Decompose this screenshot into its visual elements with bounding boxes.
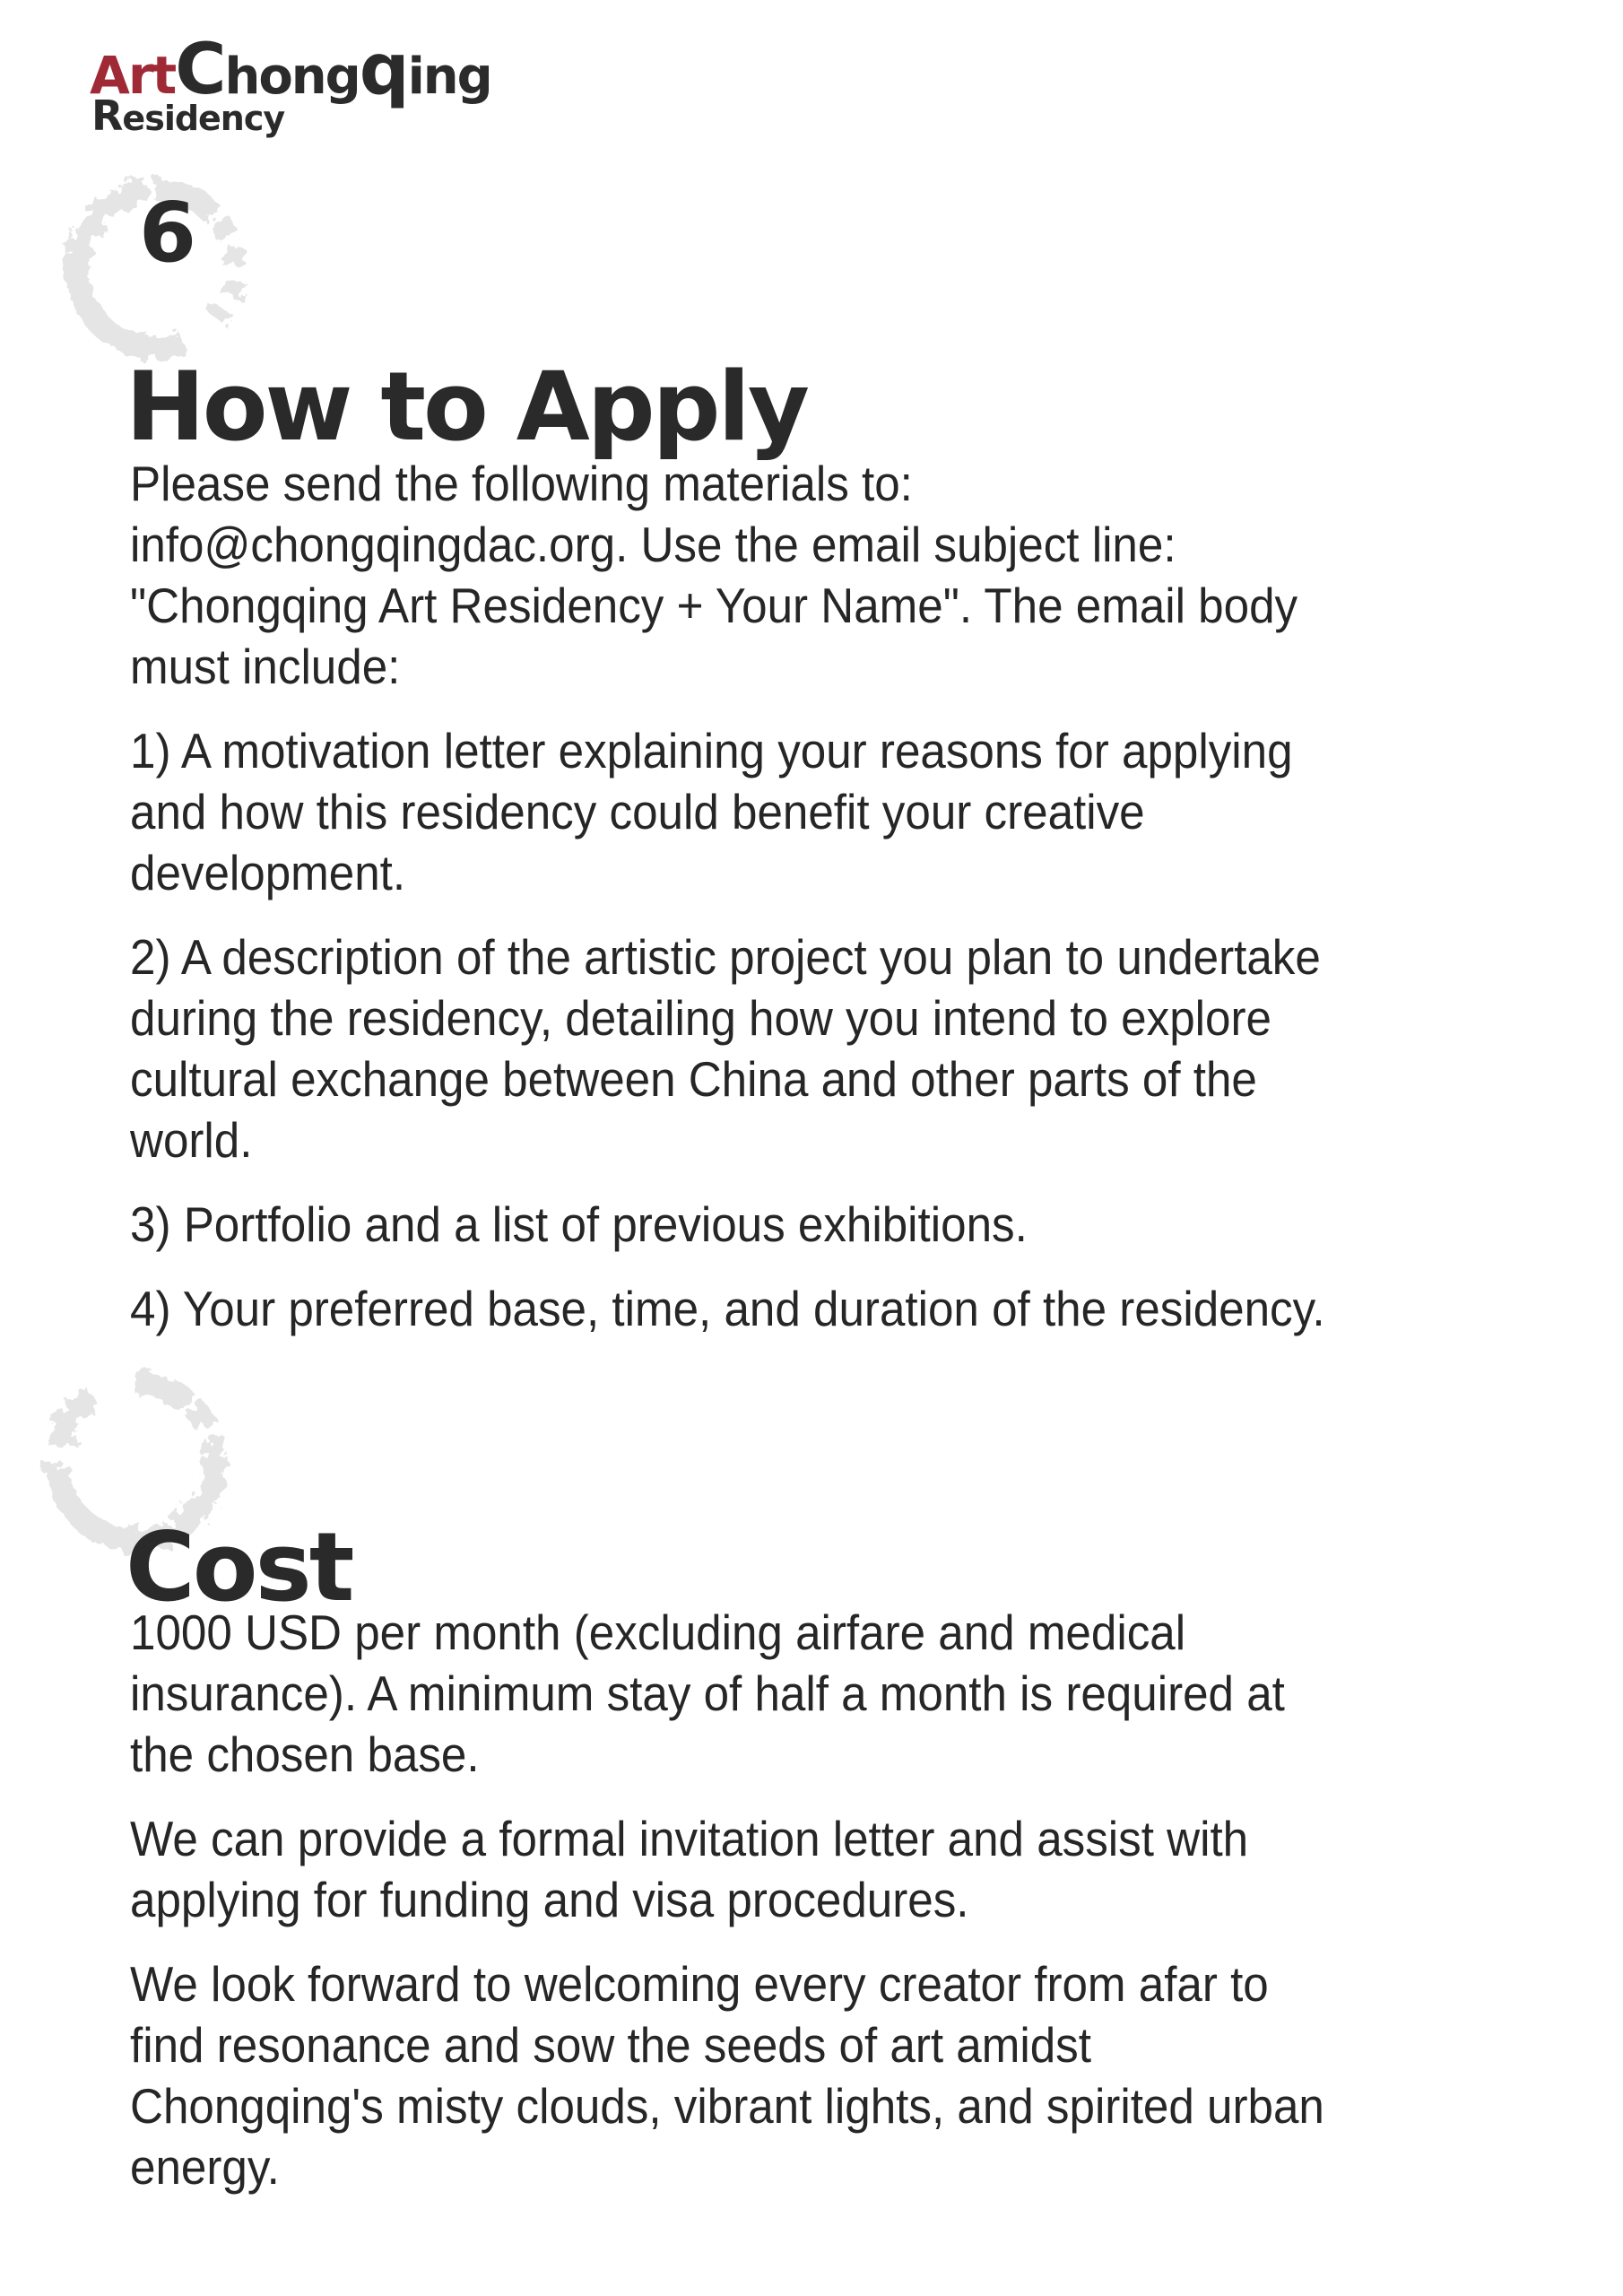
paragraph: [130, 926, 1583, 1170]
paragraph: [130, 1953, 1583, 2197]
logo-qing-q: q: [359, 30, 408, 110]
body-line: development.: [130, 845, 406, 900]
paragraph: [130, 453, 1583, 697]
body-line: 4) Your preferred base, time, and duration of the residency.: [130, 1281, 1325, 1336]
body-line: Please send the following materials to:: [130, 456, 913, 511]
body-line: 2) A description of the artistic project you plan to undertake: [130, 929, 1321, 985]
paragraph: [130, 1194, 1583, 1255]
section-title-how-to-apply: How to Apply: [126, 352, 807, 463]
body-line: insurance). A minimum stay of half a month is required at: [130, 1665, 1285, 1721]
cost-section-body: [130, 1602, 1583, 2197]
body-line-email: info@chongqingdac.org. Use the email subject line:: [130, 517, 1176, 572]
logo-residency-r: R: [91, 91, 123, 140]
body-line: must include:: [130, 639, 401, 694]
page-number: 6: [139, 185, 197, 281]
body-line: Chongqing's misty clouds, vibrant lights, and spirited urban: [130, 2078, 1324, 2134]
logo-qing-rest: ing: [407, 48, 491, 106]
body-line: cultural exchange between China and other parts of the: [130, 1051, 1257, 1107]
body-line: and how this residency could benefit your creative: [130, 784, 1145, 839]
body-line: the chosen base.: [130, 1726, 480, 1782]
body-line: 3) Portfolio and a list of previous exhibitions.: [130, 1196, 1028, 1252]
body-line: 1) A motivation letter explaining your reasons for applying: [130, 723, 1293, 778]
body-line: find resonance and sow the seeds of art amidst: [130, 2017, 1091, 2073]
body-line: "Chongqing Art Residency + Your Name". The email body: [130, 578, 1298, 633]
body-line: world.: [130, 1112, 253, 1168]
paragraph: [130, 720, 1583, 903]
logo-art: Art: [90, 45, 176, 106]
body-line: applying for funding and visa procedures.: [130, 1872, 969, 1927]
body-line: We look forward to welcoming every creator from afar to: [130, 1956, 1269, 2012]
section-title-cost: Cost: [126, 1512, 352, 1623]
paragraph: [130, 1602, 1583, 1785]
apply-section-body: [130, 453, 1583, 1339]
logo-residency-rest: esidency: [122, 99, 285, 138]
body-line: energy.: [130, 2139, 280, 2195]
logo-chong-rest: hong: [224, 48, 360, 106]
body-line: 1000 USD per month (excluding airfare and medical: [130, 1605, 1186, 1660]
body-line: We can provide a formal invitation letter and assist with: [130, 1811, 1249, 1866]
logo-residency: [91, 91, 285, 140]
paragraph: [130, 1278, 1583, 1339]
paragraph: [130, 1808, 1583, 1930]
body-line: during the residency, detailing how you intend to explore: [130, 990, 1271, 1046]
logo-chong-c: C: [175, 30, 225, 110]
